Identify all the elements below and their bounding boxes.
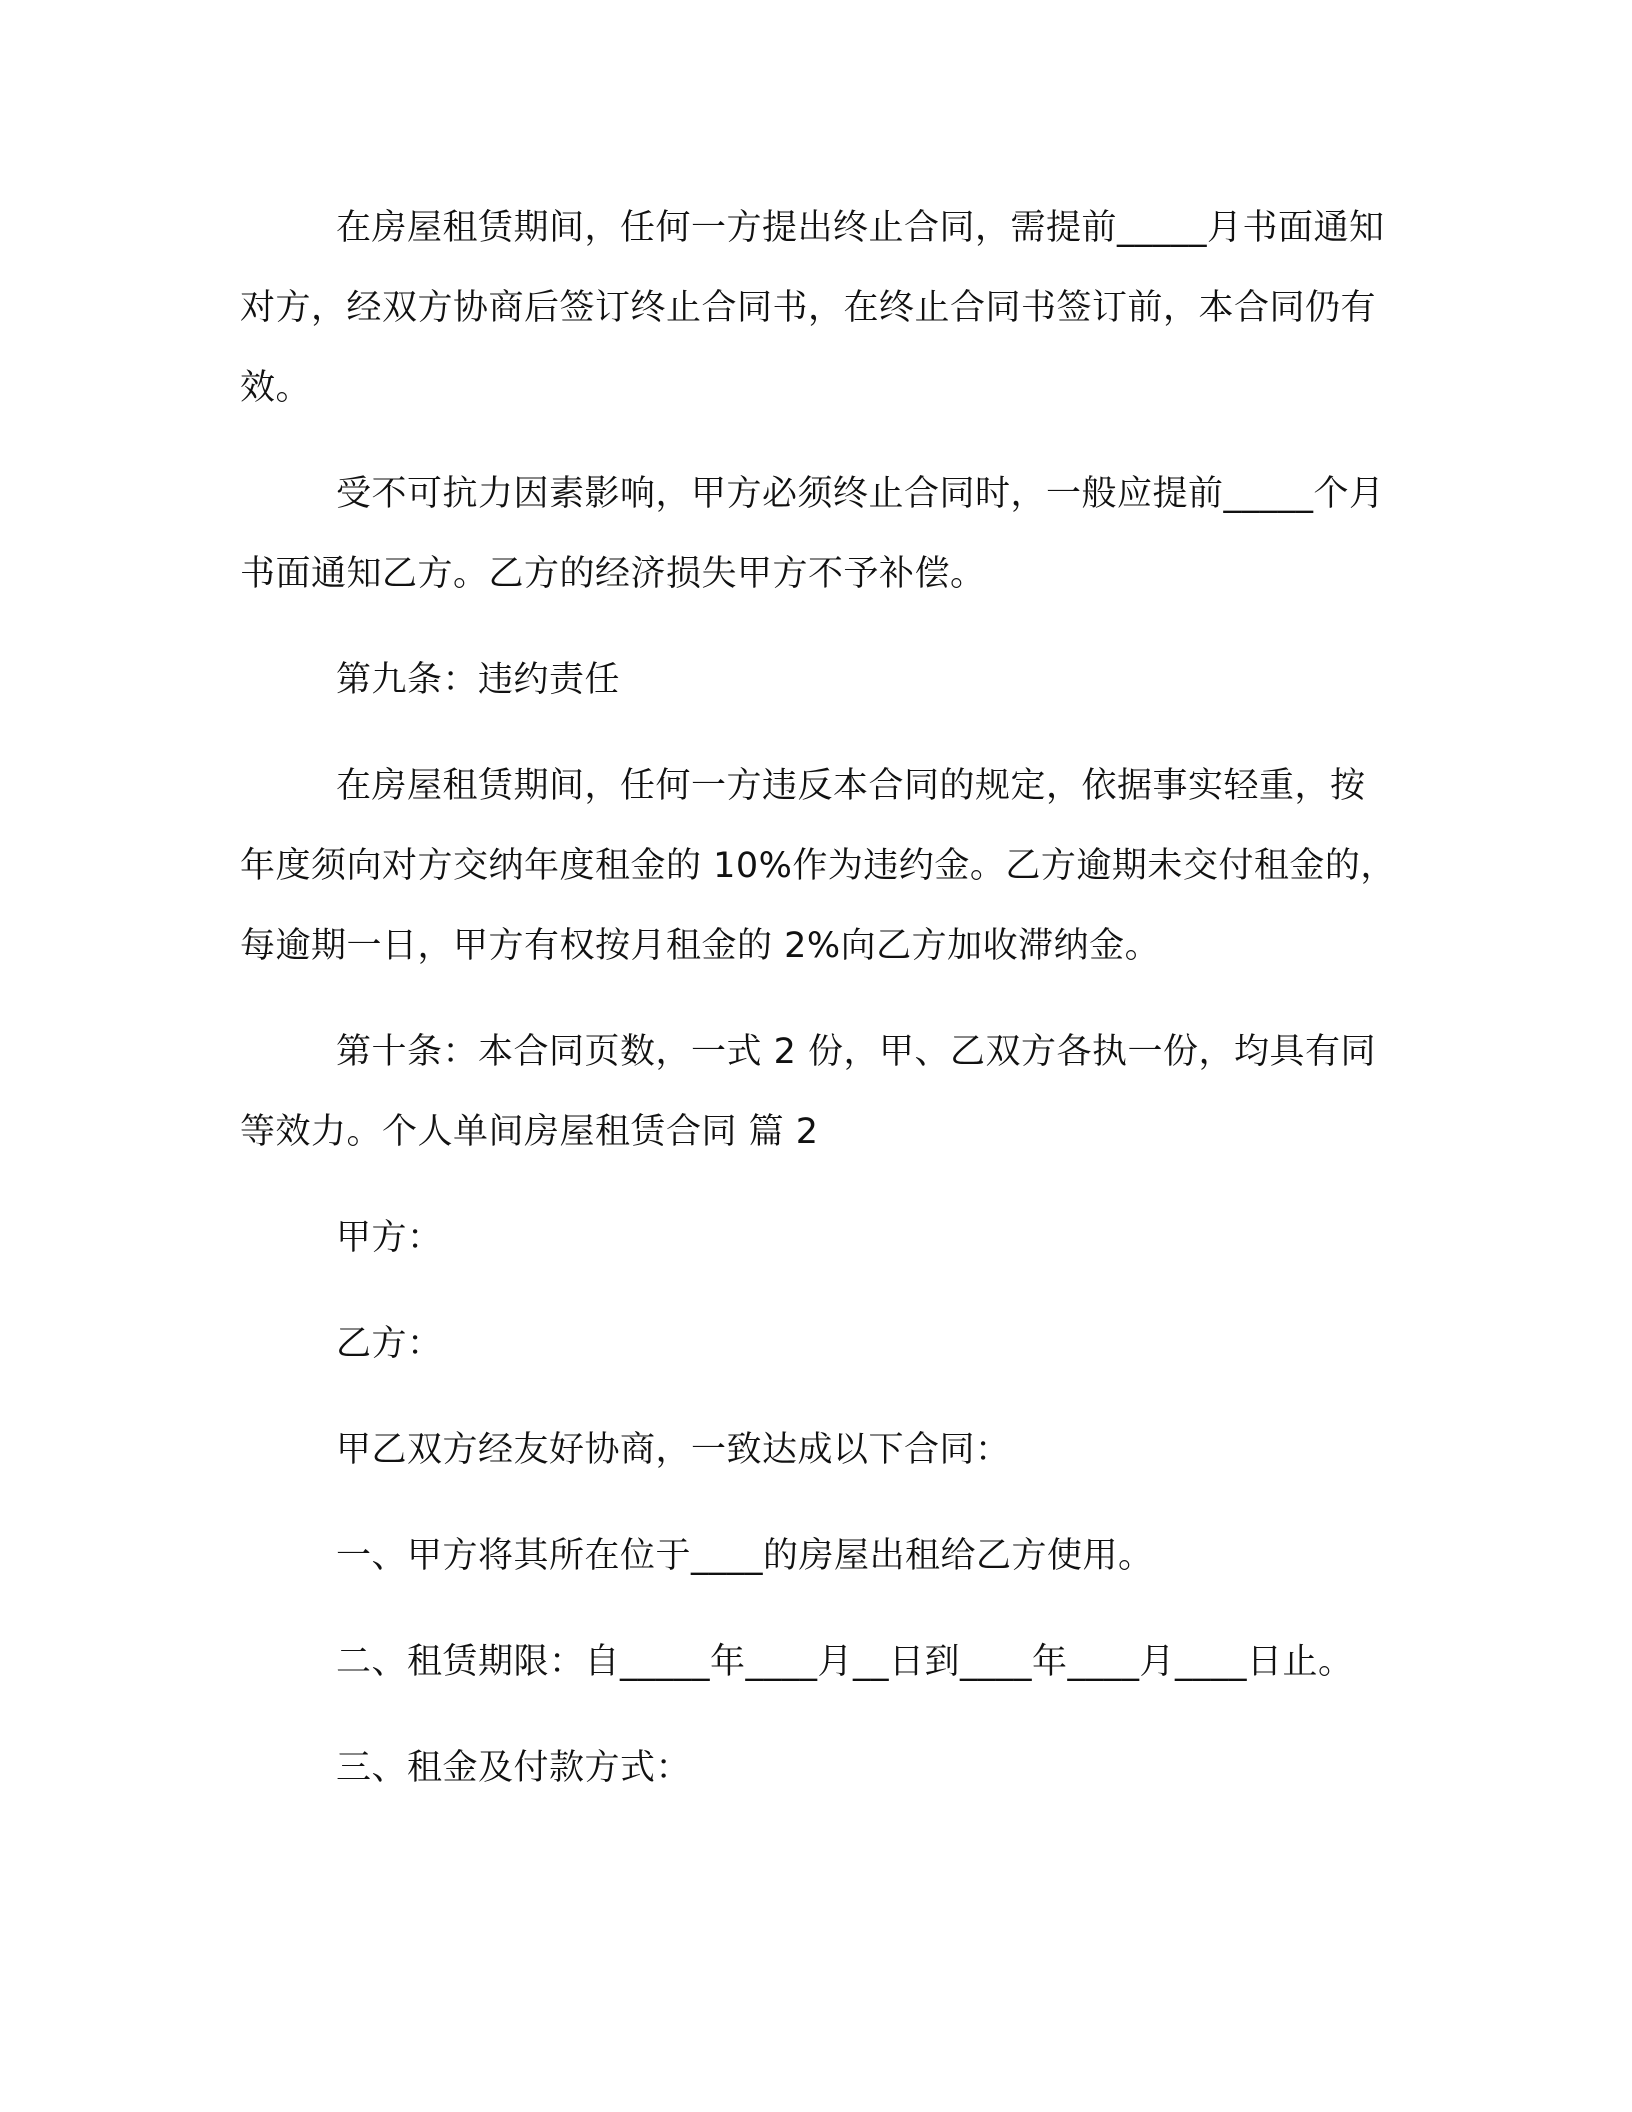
- paragraph-termination-notice: 在房屋租赁期间，任何一方提出终止合同，需提前_____月书面通知对方，经双方协商后签订终止合同书，在终止合同书签订前，本合同仍有效。: [240, 208, 1385, 408]
- clause-three-rent-payment: 三、租金及付款方式：: [336, 1748, 692, 1788]
- paragraph-breach-liability: 在房屋租赁期间，任何一方违反本合同的规定，依据事实轻重，按年度须向对方交纳年度租金的 10%作为违约金。乙方逾期未交付租金的，每逾期一日，甲方有权按月租金的 2%向乙方加收滞纳金。: [240, 766, 1396, 966]
- party-b-label: 乙方：: [336, 1324, 443, 1364]
- party-a-label: 甲方：: [336, 1218, 443, 1258]
- clause-one: 一、甲方将其所在位于____的房屋出租给乙方使用。: [336, 1536, 1154, 1576]
- clause-two-lease-term: 二、租赁期限：自_____年____月__日到____年____月____日止。: [336, 1642, 1354, 1682]
- article-nine-heading: 第九条：违约责任: [336, 660, 621, 700]
- document-body: [240, 188, 1400, 1834]
- paragraph-article-ten: 第十条：本合同页数，一式 2 份，甲、乙双方各执一份，均具有同等效力。个人单间房屋租赁合同 篇 2: [240, 1032, 1377, 1152]
- paragraph-force-majeure: 受不可抗力因素影响，甲方必须终止合同时，一般应提前_____个月书面通知乙方。乙方的经济损失甲方不予补偿。: [240, 474, 1385, 594]
- paragraph-agreement-intro: 甲乙双方经友好协商，一致达成以下合同：: [336, 1430, 1011, 1470]
